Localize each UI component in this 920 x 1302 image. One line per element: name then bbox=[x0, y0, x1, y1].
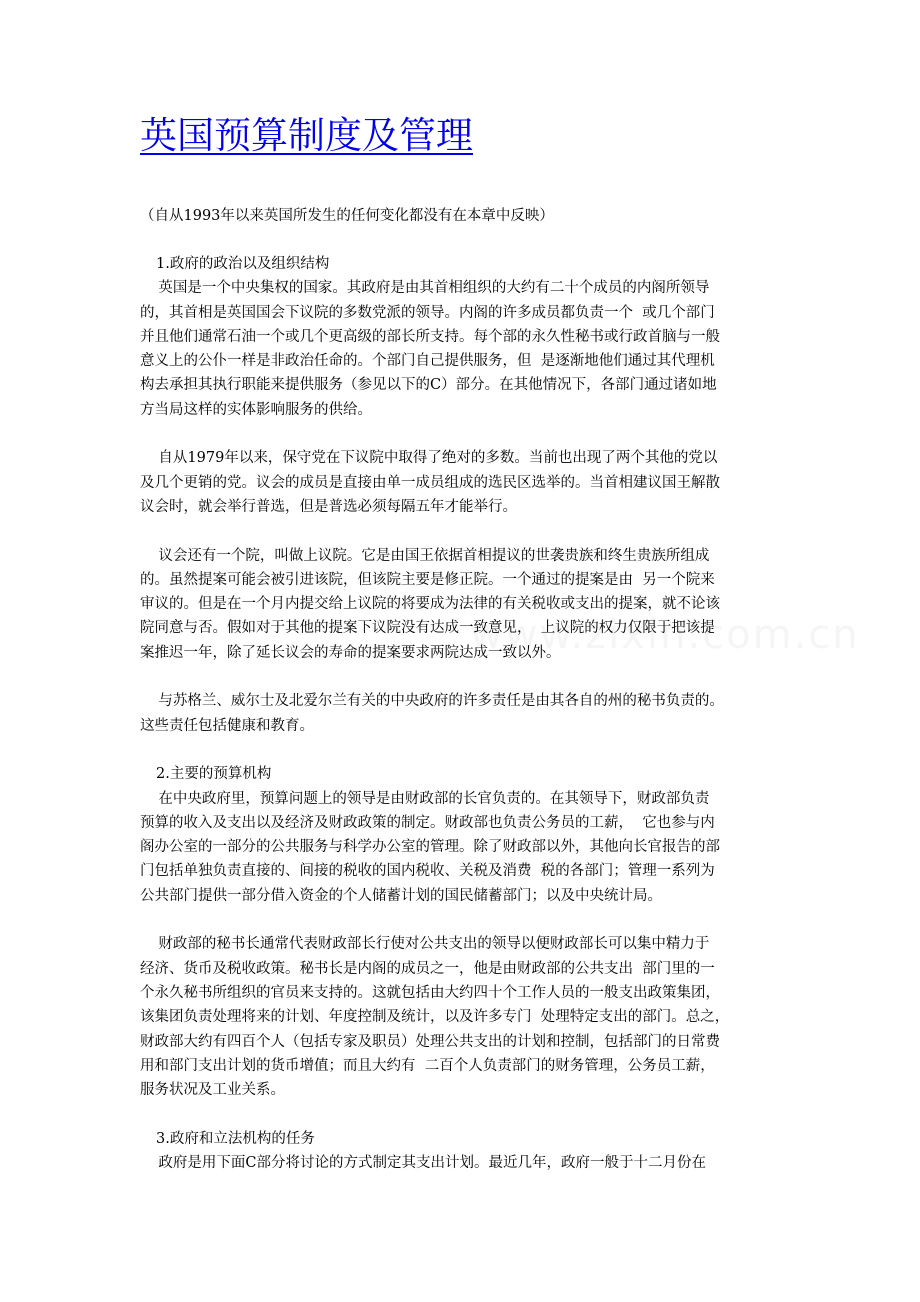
section-spacer bbox=[140, 738, 785, 762]
paragraph-line: 议会还有一个院，叫做上议院。它是由国王依据首相提议的世袭贵族和终生贵族所组成 bbox=[140, 547, 710, 564]
body-paragraph bbox=[140, 1151, 785, 1175]
document-note: （自从1993年以来英国所发生的任何变化都没有在本章中反映） bbox=[140, 208, 554, 224]
body-paragraph bbox=[140, 787, 785, 908]
paragraph-line: 服务状况及工业关系。 bbox=[140, 1082, 285, 1099]
paragraph-line: 意义上的公仆一样是非政治任命的。个部门自己提供服务，但 是逐渐地他们通过其代理机 bbox=[140, 353, 715, 370]
paragraph-line: 该集团负责处理将来的计划、年度控制及统计，以及许多专门 处理特定支出的部门。总之， bbox=[140, 1009, 730, 1026]
body-paragraph bbox=[140, 276, 785, 422]
paragraph-line: 议会时，就会举行普选，但是普选必须每隔五年才能举行。 bbox=[140, 498, 517, 515]
paragraph-spacer bbox=[140, 519, 785, 543]
paragraph-line: 方当局这样的实体影响服务的供给。 bbox=[140, 401, 372, 418]
paragraph-line: 公共部门提供一部分借入资金的个人储蓄计划的国民储蓄部门；以及中央统计局。 bbox=[140, 887, 662, 904]
body-paragraph bbox=[140, 689, 785, 738]
paragraph-spacer bbox=[140, 422, 785, 446]
document-title-link[interactable]: 英国预算制度及管理 bbox=[140, 114, 473, 157]
paragraph-line: 案推迟一年，除了延长议会的寿命的提案要求两院达成一致以外。 bbox=[140, 644, 561, 661]
body-paragraph bbox=[140, 544, 785, 665]
paragraph-line: 用和部门支出计划的货币增值；而且大约有 二百个人负责部门的财务管理，公务员工薪， bbox=[140, 1057, 715, 1074]
body-paragraph bbox=[140, 932, 785, 1102]
paragraph-line: 财政部的秘书长通常代表财政部长行使对公共支出的领导以便财政部长可以集中精力于 bbox=[140, 936, 710, 953]
paragraph-line: 个永久秘书所组织的官员来支持的。这就包括由大约四十个工作人员的一般支出政策集团， bbox=[140, 984, 720, 1001]
paragraph-line: 并且他们通常石油一个或几个更高级的部长所支持。每个部的永久性秘书或行政首脑与一般 bbox=[140, 328, 720, 345]
paragraph-line: 在中央政府里，预算问题上的领导是由财政部的长官负责的。在其领导下，财政部负责 bbox=[140, 790, 710, 807]
paragraph-line: 构去承担其执行职能来提供服务（参见以下的C）部分。在其他情况下，各部门通过诸如地 bbox=[140, 377, 717, 394]
section-heading: 3.政府和立法机构的任务 bbox=[156, 1130, 315, 1147]
paragraph-line: 政府是用下面C部分将讨论的方式制定其支出计划。最近几年，政府一般于十二月份在 bbox=[140, 1154, 707, 1171]
paragraph-line: 审议的。但是在一个月内提交给上议院的将要成为法律的有关税收或支出的提案，就不论该 bbox=[140, 596, 720, 613]
section-heading: 1.政府的政治以及组织结构 bbox=[156, 256, 330, 272]
paragraph-line: 英国是一个中央集权的国家。其政府是由其首相组织的大约有二十个成员的内阁所领导 bbox=[140, 280, 710, 297]
paragraph-line: 院同意与否。假如对于其他的提案下议院没有达成一致意见， 上议院的权力仅限于把该提 bbox=[140, 620, 715, 637]
paragraph-line: 自从1979年以来，保守党在下议院中取得了绝对的多数。当前也出现了两个其他的党以 bbox=[140, 450, 718, 467]
body-paragraph bbox=[140, 446, 785, 519]
paragraph-line: 预算的收入及支出以及经济及财政政策的制定。财政部也负责公务员的工薪， 它也参与内 bbox=[140, 814, 715, 831]
paragraph-line: 门包括单独负责直接的、间接的税收的国内税收、关税及消费 税的各部门；管理一系列为 bbox=[140, 863, 715, 880]
paragraph-line: 经济、货币及税收政策。秘书长是内阁的成员之一，他是由财政部的公共支出 部门里的一 bbox=[140, 960, 715, 977]
paragraph-spacer bbox=[140, 908, 785, 932]
section-spacer bbox=[140, 1102, 785, 1126]
paragraph-line: 与苏格兰、威尔士及北爱尔兰有关的中央政府的许多责任是由其各自的州的秘书负责的。 bbox=[140, 693, 724, 710]
paragraph-line: 的。虽然提案可能会被引进该院，但该院主要是修正院。一个通过的提案是由 另一个院来 bbox=[140, 571, 715, 588]
document-body bbox=[140, 252, 785, 1175]
section-heading: 2.主要的预算机构 bbox=[156, 766, 272, 783]
paragraph-line: 财政部大约有四百个人（包括专家及职员）处理公共支出的计划和控制，包括部门的日常费 bbox=[140, 1033, 720, 1050]
paragraph-line: 这些责任包括健康和教育。 bbox=[140, 717, 314, 734]
paragraph-line: 及几个更销的党。议会的成员是直接由单一成员组成的选民区选举的。当首相建议国王解散 bbox=[140, 474, 720, 491]
paragraph-line: 阁办公室的一部分的公共服务与科学办公室的管理。除了财政部以外，其他向长官报告的部 bbox=[140, 839, 720, 856]
paragraph-line: 的，其首相是英国国会下议院的多数党派的领导。内阁的许多成员都负责一个 或几个部门 bbox=[140, 304, 715, 321]
paragraph-spacer bbox=[140, 665, 785, 689]
